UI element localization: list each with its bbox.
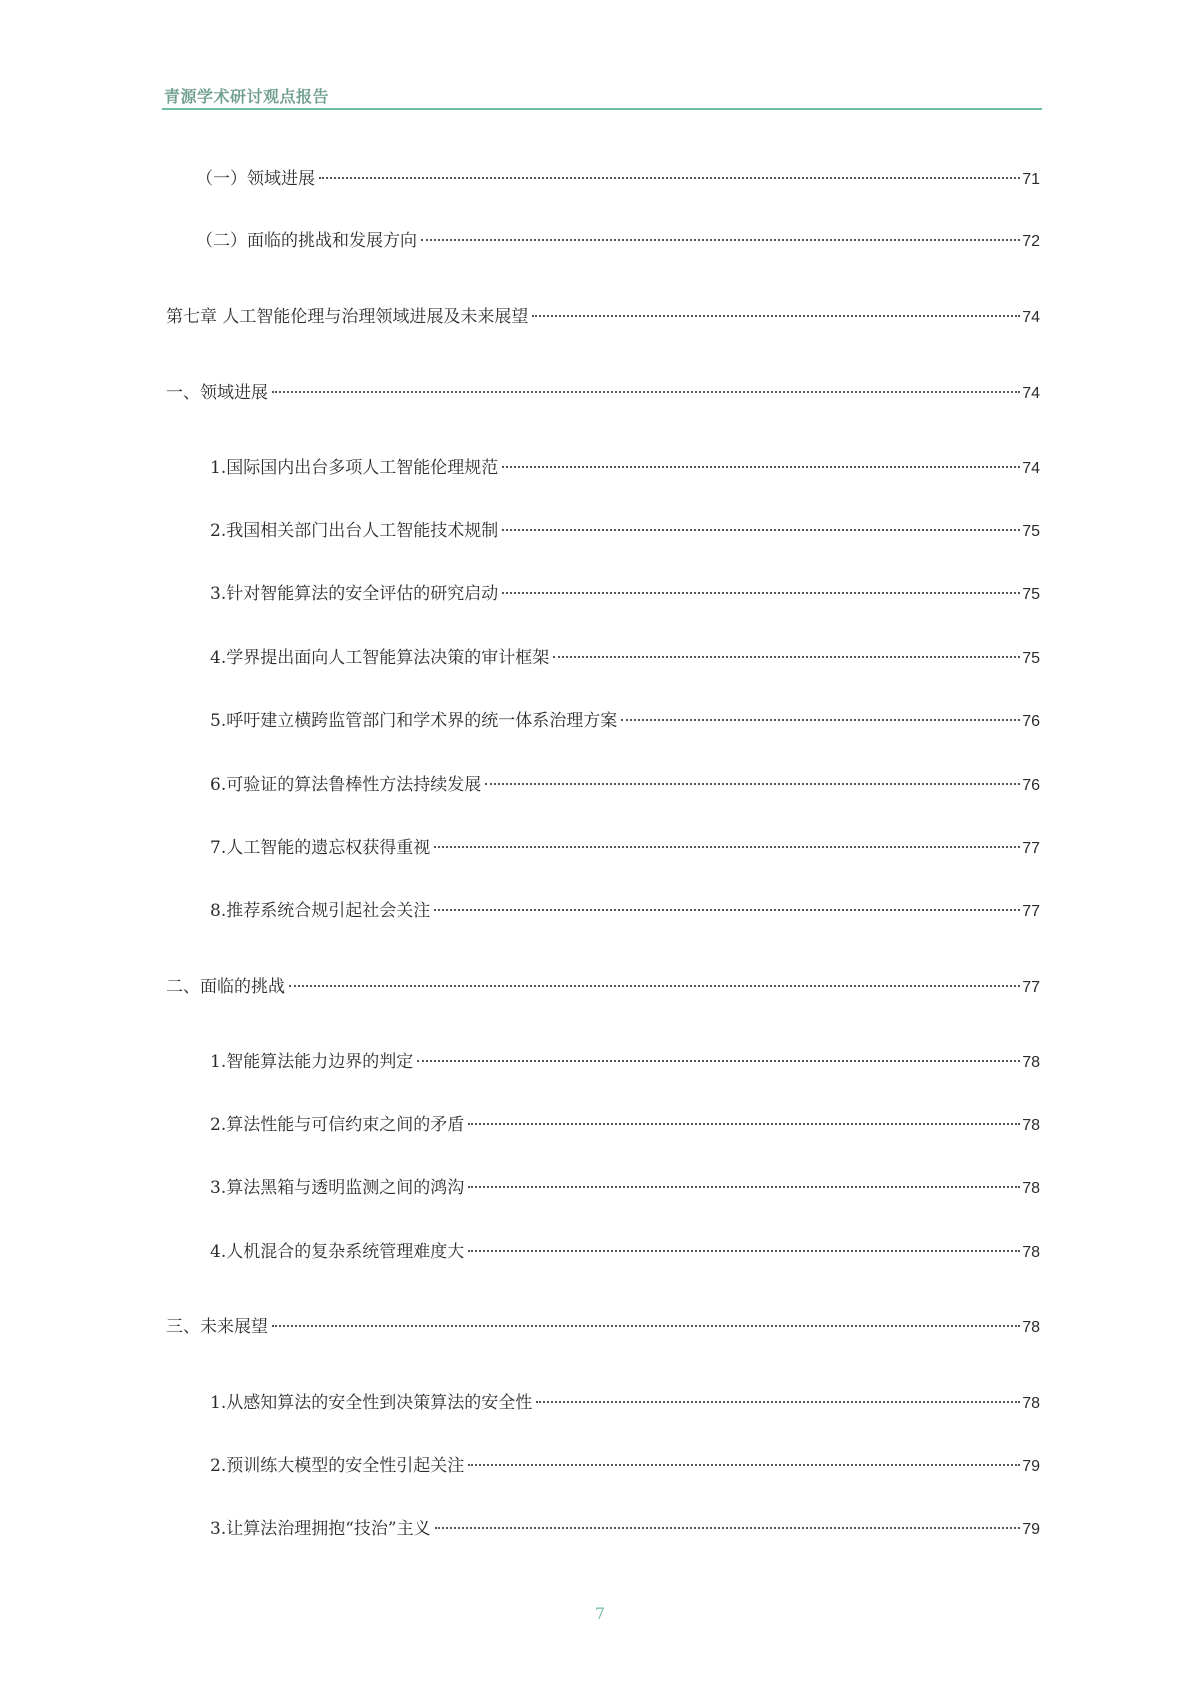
- toc-leader-dots: [485, 783, 1020, 785]
- toc-entry[interactable]: [210, 1453, 1040, 1479]
- toc-entry-page: 72: [1022, 233, 1040, 250]
- toc-entry[interactable]: [210, 1175, 1040, 1201]
- toc-entry-label: 6.可验证的算法鲁棒性方法持续发展: [210, 775, 482, 795]
- toc-entry-page: 74: [1022, 385, 1040, 402]
- toc-entry[interactable]: [210, 1239, 1040, 1265]
- toc-entry-page: 78: [1022, 1319, 1040, 1336]
- page-number: 7: [594, 1604, 606, 1623]
- toc-entry-page: 75: [1022, 523, 1040, 540]
- toc-entry[interactable]: [210, 645, 1040, 671]
- toc-section-entry[interactable]: [166, 1314, 1040, 1340]
- toc-entry-label: 2.算法性能与可信约束之间的矛盾: [210, 1115, 465, 1135]
- toc-entry-label: 二、面临的挑战: [166, 977, 285, 997]
- toc-entry-label: 第七章 人工智能伦理与治理领域进展及未来展望: [166, 307, 529, 327]
- toc-entry-page: 78: [1022, 1395, 1040, 1412]
- toc-entry[interactable]: [210, 581, 1040, 607]
- toc-entry-label: 4.人机混合的复杂系统管理难度大: [210, 1242, 465, 1262]
- toc-leader-dots: [502, 466, 1020, 468]
- toc-entry[interactable]: [210, 898, 1040, 924]
- toc-entry-label: 3.算法黑箱与透明监测之间的鸿沟: [210, 1178, 465, 1198]
- toc-entry-label: 5.呼吁建立横跨监管部门和学术界的统一体系治理方案: [210, 711, 618, 731]
- toc-entry-page: 79: [1022, 1521, 1040, 1538]
- report-title: 青源学术研讨观点报告: [164, 87, 330, 106]
- toc-entry-page: 77: [1022, 903, 1040, 920]
- toc-entry[interactable]: [210, 772, 1040, 798]
- toc-entry[interactable]: [210, 1516, 1040, 1542]
- toc-entry-label: 7.人工智能的遗忘权获得重视: [210, 838, 431, 858]
- toc-leader-dots: [417, 1060, 1020, 1062]
- toc-section-entry[interactable]: [166, 974, 1040, 1000]
- toc-entry[interactable]: [196, 228, 1040, 254]
- toc-leader-dots: [532, 315, 1020, 317]
- toc-entry-label: 4.学界提出面向人工智能算法决策的审计框架: [210, 648, 550, 668]
- toc-entry-label: （一）领域进展: [196, 169, 315, 189]
- toc-entry-page: 76: [1022, 777, 1040, 794]
- toc-entry-page: 77: [1022, 840, 1040, 857]
- header-divider: [162, 108, 1042, 110]
- toc-entry[interactable]: [210, 1049, 1040, 1075]
- toc-entry-page: 78: [1022, 1180, 1040, 1197]
- toc-entry-label: 1.国际国内出台多项人工智能伦理规范: [210, 458, 499, 478]
- toc-entry-label: 2.我国相关部门出台人工智能技术规制: [210, 521, 499, 541]
- toc-entry[interactable]: [210, 835, 1040, 861]
- toc-leader-dots: [289, 985, 1020, 987]
- toc-chapter-entry[interactable]: [166, 304, 1040, 330]
- toc-leader-dots: [434, 846, 1020, 848]
- toc-entry-label: 1.智能算法能力边界的判定: [210, 1052, 414, 1072]
- toc-entry-page: 78: [1022, 1054, 1040, 1071]
- toc-entry-label: （二）面临的挑战和发展方向: [196, 231, 417, 251]
- toc-entry-label: 1.从感知算法的安全性到决策算法的安全性: [210, 1393, 533, 1413]
- toc-entry-page: 78: [1022, 1244, 1040, 1261]
- toc-entry[interactable]: [210, 708, 1040, 734]
- toc-entry[interactable]: [210, 1112, 1040, 1138]
- toc-entry-label: 3.针对智能算法的安全评估的研究启动: [210, 584, 499, 604]
- toc-leader-dots: [468, 1250, 1020, 1252]
- toc-leader-dots: [434, 909, 1020, 911]
- toc-leader-dots: [435, 1527, 1021, 1529]
- toc-entry-label: 3.让算法治理拥抱“技治”主义: [210, 1519, 431, 1539]
- toc-leader-dots: [319, 177, 1020, 179]
- toc-leader-dots: [502, 592, 1020, 594]
- toc-entry-page: 74: [1022, 309, 1040, 326]
- toc-entry-page: 74: [1022, 460, 1040, 477]
- toc-entry[interactable]: [210, 455, 1040, 481]
- toc-entry-page: 75: [1022, 650, 1040, 667]
- toc-entry-page: 79: [1022, 1458, 1040, 1475]
- toc-entry-label: 三、未来展望: [166, 1317, 268, 1337]
- toc-leader-dots: [421, 239, 1020, 241]
- toc-entry-page: 71: [1022, 171, 1040, 188]
- toc-leader-dots: [621, 719, 1020, 721]
- toc-entry-label: 2.预训练大模型的安全性引起关注: [210, 1456, 465, 1476]
- toc-entry-page: 76: [1022, 713, 1040, 730]
- toc-leader-dots: [272, 391, 1020, 393]
- toc-entry-label: 8.推荐系统合规引起社会关注: [210, 901, 431, 921]
- toc-leader-dots: [502, 529, 1020, 531]
- toc-entry-page: 75: [1022, 586, 1040, 603]
- toc-entry-page: 78: [1022, 1117, 1040, 1134]
- toc-entry-label: 一、领域进展: [166, 383, 268, 403]
- toc-leader-dots: [536, 1401, 1020, 1403]
- toc-entry[interactable]: [196, 166, 1040, 192]
- toc-leader-dots: [272, 1325, 1020, 1327]
- toc-section-entry[interactable]: [166, 380, 1040, 406]
- toc-leader-dots: [468, 1123, 1020, 1125]
- toc-entry[interactable]: [210, 518, 1040, 544]
- toc-leader-dots: [553, 656, 1020, 658]
- toc-entry-page: 77: [1022, 979, 1040, 996]
- toc-leader-dots: [468, 1186, 1020, 1188]
- toc-entry[interactable]: [210, 1390, 1040, 1416]
- toc-leader-dots: [468, 1464, 1020, 1466]
